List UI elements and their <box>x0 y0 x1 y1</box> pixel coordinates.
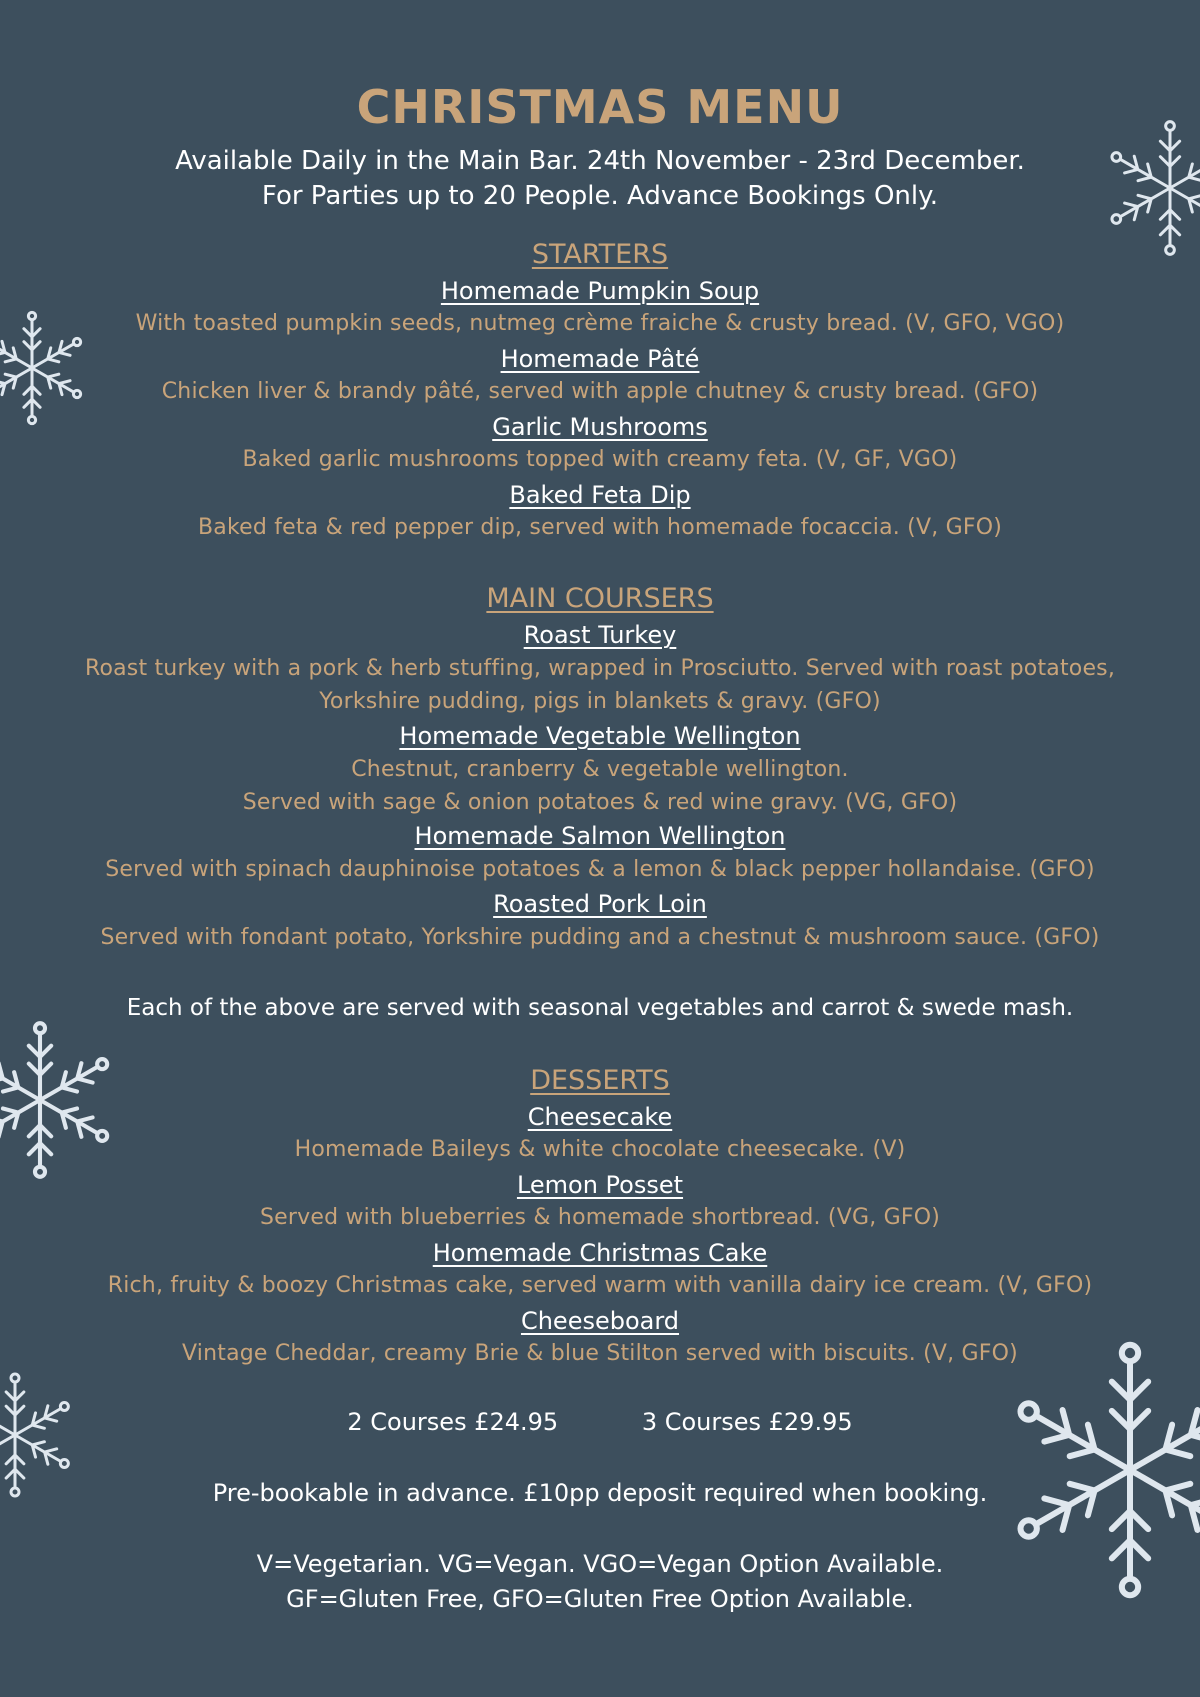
dish-description: Vintage Cheddar, creamy Brie & blue Stilton served with biscuits. (V, GFO) <box>182 1341 1018 1366</box>
desserts-heading: DESSERTS <box>530 1065 670 1096</box>
dish-description: With toasted pumpkin seeds, nutmeg crème fraiche & crusty bread. (V, GFO, VGO) <box>135 311 1065 336</box>
dish-name: Homemade Vegetable Wellington <box>399 722 801 750</box>
dish-name: Roast Turkey <box>523 621 677 649</box>
dish-name: Lemon Posset <box>516 1171 684 1199</box>
three-course-price: 3 Courses £29.95 <box>641 1408 853 1436</box>
dish-description: Served with fondant potato, Yorkshire pudding and a chestnut & mushroom sauce. (GFO) <box>100 925 1100 950</box>
starters-heading: STARTERS <box>531 239 669 270</box>
deposit-note: Pre-bookable in advance. £10pp deposit required when booking. <box>212 1479 988 1507</box>
dish-description: Rich, fruity & boozy Christmas cake, served warm with vanilla dairy ice cream. (V, GFO) <box>107 1273 1093 1298</box>
dish-name: Roasted Pork Loin <box>493 890 707 918</box>
dietary-key-line-2: GF=Gluten Free, GFO=Gluten Free Option Available. <box>286 1585 914 1613</box>
menu-title: CHRISTMAS MENU <box>356 80 844 134</box>
dish-description: Baked garlic mushrooms topped with creamy feta. (V, GF, VGO) <box>242 447 958 472</box>
dish-name: Homemade Christmas Cake <box>432 1239 768 1267</box>
dish-description: Homemade Baileys & white chocolate cheesecake. (V) <box>294 1137 906 1162</box>
dish-name: Baked Feta Dip <box>509 481 691 509</box>
dish-description: Roast turkey with a pork & herb stuffing, wrapped in Prosciutto. Served with roast potatoes, <box>84 656 1116 681</box>
snowflake-icon <box>0 1015 120 1185</box>
party-size-line: For Parties up to 20 People. Advance Bookings Only. <box>261 181 939 211</box>
dish-name: Cheesecake <box>527 1103 673 1131</box>
two-course-price: 2 Courses £24.95 <box>347 1408 559 1436</box>
dish-description: Chestnut, cranberry & vegetable wellington. <box>351 757 849 782</box>
availability-line: Available Daily in the Main Bar. 24th November - 23rd December. <box>175 146 1025 176</box>
dish-name: Garlic Mushrooms <box>492 413 708 441</box>
dish-name: Homemade Pumpkin Soup <box>440 277 760 305</box>
dish-description: Baked feta & red pepper dip, served with homemade focaccia. (V, GFO) <box>197 515 1002 540</box>
dish-description: Yorkshire pudding, pigs in blankets & gravy. (GFO) <box>319 689 881 714</box>
snowflake-icon <box>1005 1330 1200 1610</box>
dish-name: Homemade Salmon Wellington <box>414 822 786 850</box>
snowflake-icon <box>0 303 92 433</box>
dietary-key-line-1: V=Vegetarian. VG=Vegan. VGO=Vegan Option Available. <box>256 1550 944 1578</box>
dish-description: Served with spinach dauphinoise potatoes & a lemon & black pepper hollandaise. (GFO) <box>105 857 1095 882</box>
dish-description: Served with sage & onion potatoes & red wine gravy. (VG, GFO) <box>242 790 958 815</box>
snowflake-icon <box>0 1370 80 1500</box>
mains-sides-note: Each of the above are served with seasonal vegetables and carrot & swede mash. <box>126 995 1074 1021</box>
dish-description: Chicken liver & brandy pâté, served with apple chutney & crusty bread. (GFO) <box>161 379 1039 404</box>
dish-name: Homemade Pâté <box>500 345 700 373</box>
dish-description: Served with blueberries & homemade shortbread. (VG, GFO) <box>259 1205 940 1230</box>
mains-heading: MAIN COURSERS <box>486 583 714 614</box>
dish-name: Cheeseboard <box>520 1307 680 1335</box>
snowflake-icon <box>1100 118 1200 258</box>
